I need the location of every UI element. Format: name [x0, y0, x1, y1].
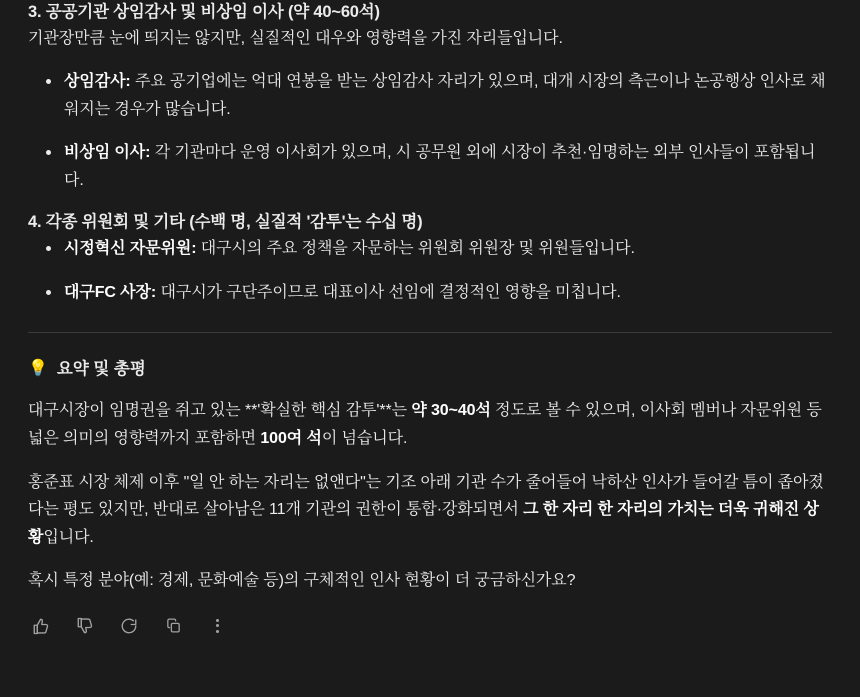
list-item-text: 대구시의 주요 정책을 자문하는 위원회 위원장 및 위원들입니다.	[196, 240, 635, 258]
section-4-bullet-list	[28, 235, 832, 306]
section-divider	[28, 332, 832, 333]
assistant-message	[28, 0, 832, 637]
thumbs-down-button[interactable]	[74, 615, 96, 637]
summary-heading-label: 요약 및 총평	[56, 360, 146, 379]
summary-p2-part-a: 홍준표 시장 체제 이후 "일 안 하는 자리는 없앤다"는 기조 아래 기관 수가 줄어들어 낙하산 인사가 들어갈 틈이 좁아졌다는 평도 있지만, 반대로 살아남은 11개 기관의 권한이 통합·강화되면서	[28, 473, 824, 519]
summary-p2-part-c: 입니다.	[43, 528, 94, 546]
list-item	[28, 235, 832, 263]
summary-p2-highlight: 그 한 자리 한 자리의 가치는 더욱 귀해진 상황	[28, 501, 819, 546]
list-item-text: 각 기관마다 운영 이사회가 있으며, 시 공무원 외에 시장이 추천·임명하는 외부 인사들이 포함됩니다.	[64, 144, 816, 189]
summary-p1-part-c: 정도로 볼 수 있으며, 이사회 멤버나 자문위원 등 넓은 의미의 영향력까지 포함하면	[28, 402, 822, 447]
lightbulb-icon: 💡	[28, 360, 48, 378]
list-item-label: 상임감사:	[64, 73, 131, 91]
summary-p1-part-a: 대구시장이 임명권을 쥐고 있는 **'확실한 핵심 감투'**는	[28, 402, 412, 420]
list-item-label: 시정혁신 자문위원:	[64, 240, 197, 258]
list-item	[28, 279, 832, 307]
list-item-text: 주요 공기업에는 억대 연봉을 받는 상임감사 자리가 있으며, 대개 시장의 측근이나 논공행상 인사로 채워지는 경우가 많습니다.	[64, 73, 826, 118]
summary-followup-question: 혹시 특정 분야(예: 경제, 문화예술 등)의 구체적인 인사 현황이 더 궁금하신가요?	[28, 572, 576, 590]
list-item	[28, 68, 832, 123]
message-actions-toolbar	[28, 615, 832, 637]
summary-heading	[28, 355, 832, 383]
list-item-label: 비상임 이사:	[64, 144, 151, 162]
section-3-heading: 3. 공공기관 상임감사 및 비상임 이사 (약 40~60석)	[28, 3, 380, 21]
summary-p1-highlight-2: 100여 석	[260, 430, 322, 447]
list-item-text: 대구시가 구단주이므로 대표이사 선임에 결정적인 영향을 미칩니다.	[156, 283, 621, 301]
regenerate-button[interactable]	[118, 615, 140, 637]
copy-button[interactable]	[162, 615, 184, 637]
list-item	[28, 139, 832, 194]
summary-paragraph-1	[28, 397, 832, 452]
vertical-dots-icon	[216, 619, 219, 633]
thumbs-up-button[interactable]	[30, 615, 52, 637]
summary-p1-highlight-1: 약 30~40석	[411, 402, 491, 420]
section-3-bullet-list	[28, 68, 832, 194]
summary-paragraph-2	[28, 469, 832, 552]
list-item-label: 대구FC 사장:	[64, 283, 157, 301]
section-3-intro-paragraph: 기관장만큼 눈에 띄지는 않지만, 실질적인 대우와 영향력을 가진 자리들입니다.	[28, 29, 563, 47]
section-4-heading: 4. 각종 위원회 및 기타 (수백 명, 실질적 '감투'는 수십 명)	[28, 213, 423, 232]
summary-p1-part-e: 이 넘습니다.	[321, 430, 408, 447]
more-options-button[interactable]	[206, 615, 228, 637]
